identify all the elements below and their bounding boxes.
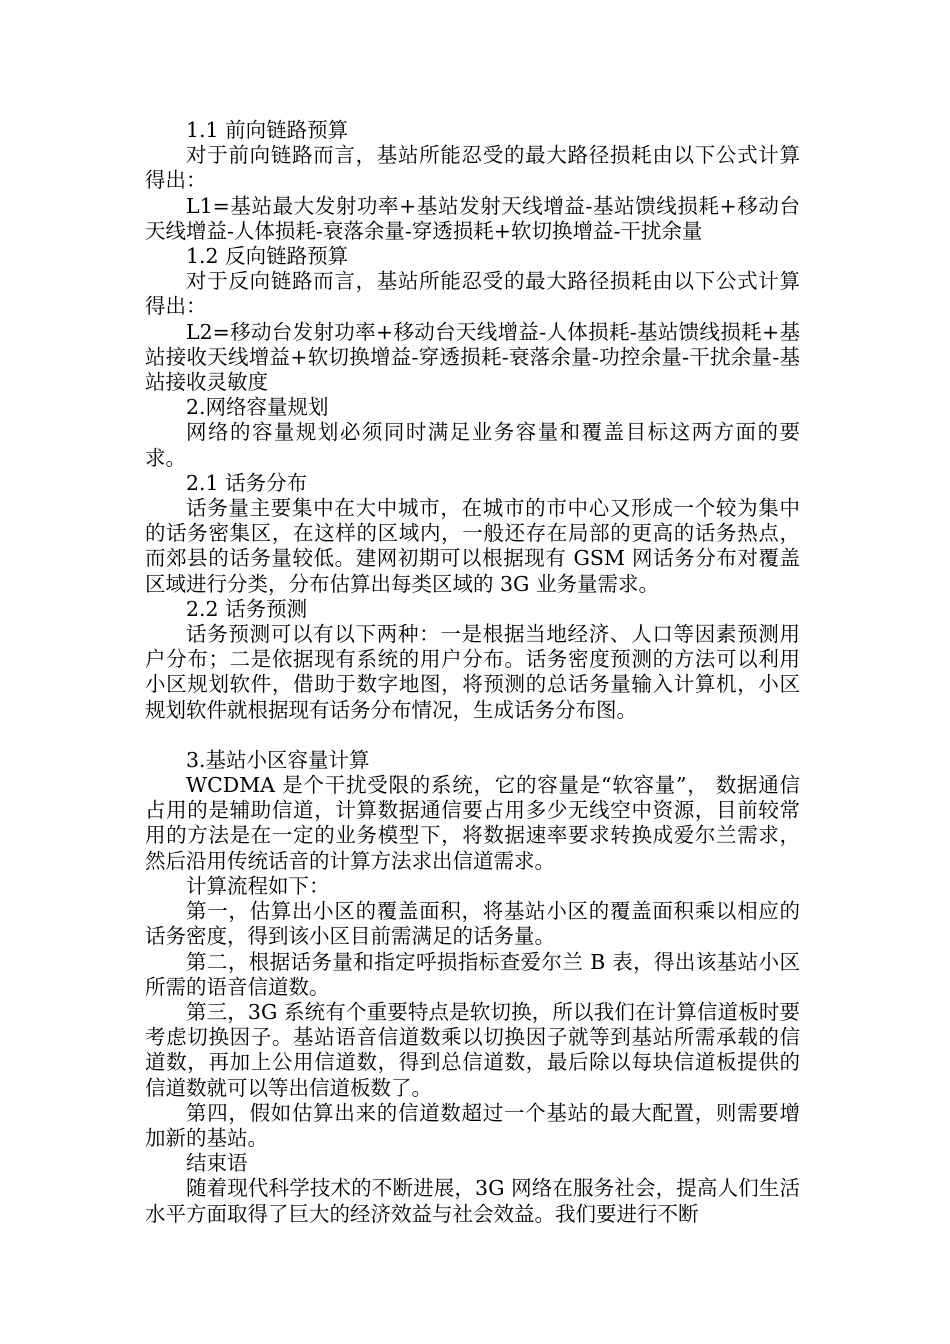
paragraph: 随着现代科学技术的不断进展，3G 网络在服务社会，提高人们生活水平方面取得了巨大的经济效益与社会效益。我们要进行不断 [145,1176,800,1226]
section-heading: 1.2 反向链路预算 [186,244,349,269]
paragraph: 对于前向链路而言，基站所能忍受的最大路径损耗由以下公式计算得出： [145,143,800,193]
blank-line [145,723,800,748]
section-heading: 结束语 [186,1151,248,1176]
section-heading: 2.2 话务预测 [186,596,308,621]
paragraph: 网络的容量规划必须同时满足业务容量和覆盖目标这两方面的要求。 [145,420,800,470]
formula-paragraph: L2=移动台发射功率+移动台天线增益-人体损耗-基站馈线损耗+基站接收天线增益+软切换增益-穿透损耗-衰落余量-功控余量-干扰余量-基站接收灵敏度 [145,319,800,395]
section-heading: 3.基站小区容量计算 [186,747,370,772]
paragraph: 对于反向链路而言，基站所能忍受的最大路径损耗由以下公式计算得出： [145,269,800,319]
paragraph: 第三，3G 系统有个重要特点是软切换，所以我们在计算信道板时要考虑切换因子。基站语音信道数乘以切换因子就等到基站所需承载的信道数，再加上公用信道数，得到总信道数，最后除以每块信道板提供的信道数就可以等出信道板数了。 [145,999,800,1100]
paragraph: WCDMA 是个干扰受限的系统，它的容量是“软容量”， 数据通信占用的是辅助信道，计算数据通信要占用多少无线空中资源，目前较常用的方法是在一定的业务模型下，将数据速率要求转换成爱尔兰需求，然后沿用传统话音的计算方法求出信道需求。 [145,773,800,873]
paragraph: 第二，根据话务量和指定呼损指标查爱尔兰 B 表，得出该基站小区所需的语音信道数。 [145,949,800,999]
formula-paragraph: L1=基站最大发射功率+基站发射天线增益-基站馈线损耗+移动台天线增益-人体损耗-衰落余量-穿透损耗+软切换增益-干扰余量 [145,193,800,243]
paragraph: 第四，假如估算出来的信道数超过一个基站的最大配置，则需要增加新的基站。 [145,1100,800,1150]
section-heading: 1.1 前向链路预算 [186,118,349,142]
paragraph: 话务预测可以有以下两种：一是根据当地经济、人口等因素预测用户分布；二是依据现有系统的用户分布。话务密度预测的方法可以利用小区规划软件，借助于数字地图，将预测的总话务量输入计算机，小区规划软件就根据现有话务分布情况，生成话务分布图。 [145,622,800,722]
paragraph: 第一，估算出小区的覆盖面积，将基站小区的覆盖面积乘以相应的话务密度，得到该小区目前需满足的话务量。 [145,899,800,949]
document-page [145,118,800,1227]
paragraph: 计算流程如下： [186,873,330,898]
section-heading: 2.网络容量规划 [186,395,329,420]
section-heading: 2.1 话务分布 [186,470,308,495]
paragraph: 话务量主要集中在大中城市，在城市的市中心又形成一个较为集中的话务密集区，在这样的区域内，一般还存在局部的更高的话务热点，而郊县的话务量较低。建网初期可以根据现有 GSM 网话务分布对覆盖区域进行分类，分布估算出每类区域的 3G 业务量需求。 [145,496,800,596]
